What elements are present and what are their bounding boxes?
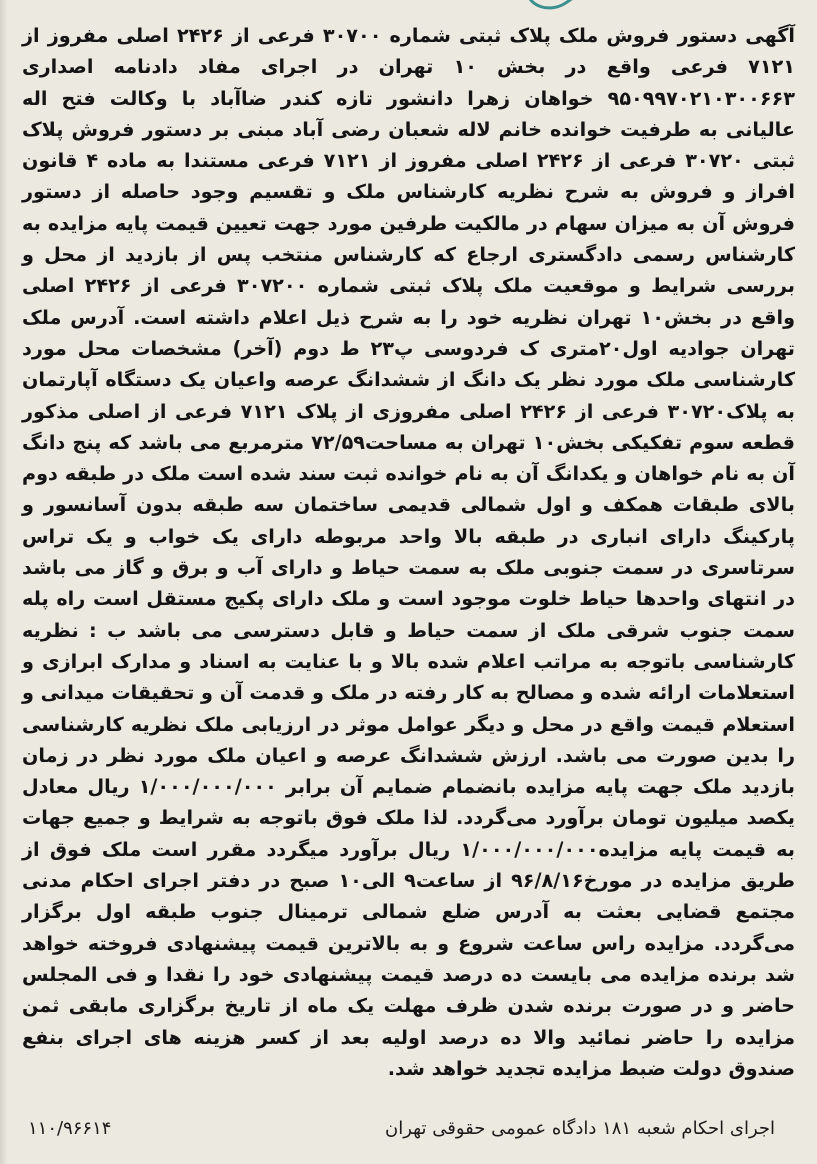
issuer-signature: اجرای احکام شعبه ۱۸۱ دادگاه عمومی حقوقی تهران [385, 1117, 775, 1139]
notice-paragraph: آگهی دستور فروش ملک پلاک ثبتی شماره ۳۰۷۰۰ فرعی از ۲۴۲۶ اصلی مفروز از ۷۱۲۱ فرعی واقع در بخش ۱۰ تهران در اجرای مفاد دادنامه اصداری ۹۵۰۹۹۷۰۲۱۰۳۰۰۶۶۳ خواهان زهرا دانشور تازه کندر ضاآباد با وکالت فتح اله عالیانی به طرفیت خوانده خانم لاله شعبان رضی آباد مبنی بر دستور فروش پلاک ثبتی ۳۰۷۲۰ فرعی از ۲۴۲۶ اصلی مفروز از ۷۱۲۱ فرعی مستندا به ماده ۴ قانون افراز و فروش به شرح نظریه کارشناس ملک و تقسیم وجود حاصله از دستور فروش آن به میزان سهام در مالکیت طرفین مورد جهت تعیین قیمت پایه مزایده به کارشناس رسمی دادگستری ارجاع که کارشناس منتخب پس از بازدید از محل و بررسی شرایط و موقعیت ملک پلاک ثبتی شماره ۳۰۷۲۰۰ فرعی از ۲۴۲۶ اصلی واقع در بخش۱۰ تهران نظریه خود را به شرح ذیل اعلام داشته است. آدرس ملک تهران جوادیه اول۲۰متری ک فردوسی پ۲۳ ط دوم (آخر) مشخصات محل مورد کارشناسی ملک مورد نظر یک دانگ از ششدانگ عرصه واعیان یک دستگاه آپارتمان به پلاک۳۰۷۲۰ فرعی از ۲۴۲۶ اصلی مفروزی از پلاک ۷۱۲۱ فرعی از اصلی مذکور قطعه سوم تفکیکی بخش۱۰ تهران به مساحت۷۲/۵۹ مترمربع می باشد که پنج دانگ آن به نام خواهان و یکدانگ آن به نام خوانده ثبت سند شده است ملک در طبقه دوم بالای طبقات همکف و اول شمالی قدیمی ساختمان سه طبقه بدون آسانسور و پارکینگ دارای انباری در طبقه بالا واحد مربوطه دارای یک خواب و یک تراس سرتاسری در سمت جنوبی ملک به سمت حیاط و دارای آب و برق و گاز می باشد در انتهای واحدها حیاط خلوت موجود است و ملک دارای پکیج مستقل است راه پله سمت جنوب شرقی ملک از سمت حیاط و قابل دسترسی می باشد ب : نظریه کارشناسی باتوجه به مراتب اعلام شده بالا و با عنایت به اسناد و مدارک ابرازی و استعلامات ارائه شده و مصالح به کار رفته در ملک و قدمت آن و تحقیقات میدانی و استعلام قیمت واقع در محل و دیگر عوامل موثر در ارزیابی ملک نظریه کارشناسی را بدین صورت می باشد. ارزش ششدانگ عرصه و اعیان ملک مورد نظر در زمان بازدید ملک جهت پایه مزایده بانضمام ضمایم آن برابر ۱/۰۰۰/۰۰۰/۰۰۰ ریال معادل یکصد میلیون تومان برآورد می‌گردد. لذا ملک فوق باتوجه به شرایط و جمیع جهات به قیمت پایه مزایده۱/۰۰۰/۰۰۰/۰۰۰ ریال برآورد میگردد مقرر است ملک فوق از طریق مزایده در مورخ۹۶/۸/۱۶ از ساعت۹ الی۱۰ صبح در دفتر اجرای احکام مدنی مجتمع قضایی بعثت به آدرس ضلع شمالی ترمینال جنوب طبقه اول برگزار می‌گردد. مزایده راس ساعت شروع و به بالاترین قیمت پیشنهادی فروخته خواهد شد برنده مزایده می بایست ده درصد قیمت پیشنهادی خود را نقدا و فی المجلس حاضر و در صورت برنده شدن ظرف مهلت یک ماه از تاریخ برگزاری مابقی ثمن مزایده را حاضر نمائید والا ده درصد اولیه بعد از کسر هزینه های اجرای بنفع صندوق دولت ضبط مزایده تجدید خواهد شد. [22, 24, 796, 1080]
reference-number: ۱۱۰/۹۶۶۱۴ [28, 1117, 112, 1139]
page-edge-shadow [0, 0, 8, 1164]
notice-body [22, 20, 795, 1084]
stamp-mark [520, 0, 590, 14]
notice-footer [28, 1112, 775, 1144]
